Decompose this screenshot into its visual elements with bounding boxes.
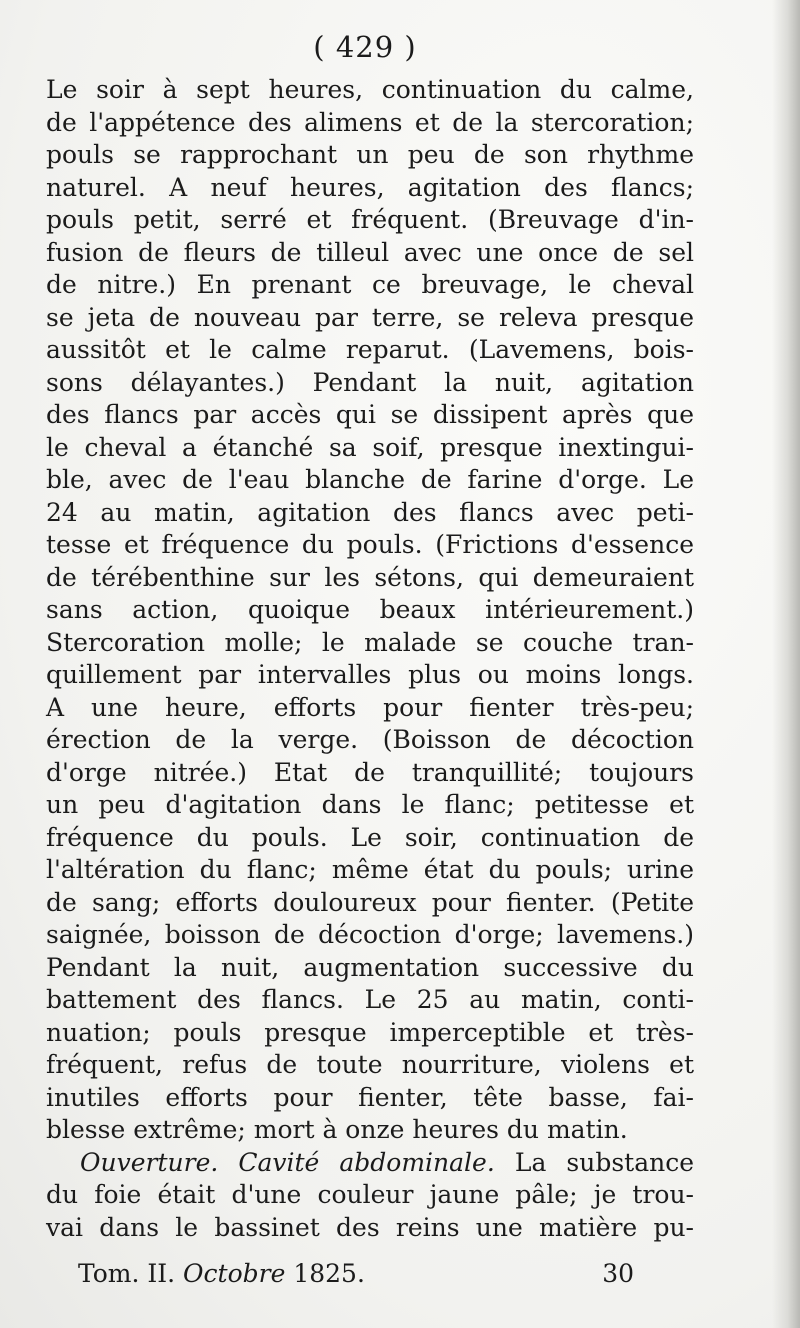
- text-line: du foie était d'une couleur jaune pâle; je trou-: [46, 1180, 694, 1209]
- text-line: pouls petit, serré et fréquent. (Breuvage d'in-: [46, 205, 694, 234]
- text-line: quillement par intervalles plus ou moins longs.: [46, 660, 694, 689]
- text-line: des flancs par accès qui se dissipent après que: [46, 400, 694, 429]
- text-line: battement des flancs. Le 25 au matin, conti-: [46, 985, 694, 1014]
- text-line: Le soir à sept heures, continuation du calme,: [46, 75, 694, 104]
- text-line: érection de la verge. (Boisson de décoction: [46, 725, 694, 754]
- text-line: de l'appétence des alimens et de la stercoration;: [46, 107, 694, 137]
- text-line: saignée, boisson de décoction d'orge; lavemens.): [46, 920, 694, 949]
- page-edge-shadow: [772, 0, 800, 1328]
- text-line: d'orge nitrée.) Etat de tranquillité; toujours: [46, 757, 694, 787]
- text-line: fréquence du pouls. Le soir, continuation de: [46, 822, 694, 852]
- text-line: naturel. A neuf heures, agitation des flancs;: [46, 172, 694, 202]
- section-label: Ouverture. Cavité abdominale.: [80, 1147, 495, 1177]
- text-line: sans action, quoique beaux intérieurement.): [46, 595, 694, 624]
- section-first-line: [46, 1147, 694, 1180]
- page-footer: [78, 1258, 634, 1290]
- text-line: un peu d'agitation dans le flanc; petitesse et: [46, 790, 694, 819]
- text-line: blesse extrême; mort à onze heures du matin.: [46, 1115, 628, 1144]
- text-line: inutiles efforts pour fienter, tête basse, fai-: [46, 1082, 694, 1112]
- text-line: fusion de fleurs de tilleul avec une once de sel: [46, 237, 694, 267]
- text-line: pouls se rapprochant un peu de son rhythme: [46, 140, 694, 169]
- text-line: A une heure, efforts pour fienter très-peu;: [46, 692, 694, 722]
- text-line: tesse et fréquence du pouls. (Frictions d'essence: [46, 530, 694, 559]
- text-line: Stercoration molle; le malade se couche tran-: [46, 627, 694, 657]
- body-text: [46, 74, 694, 1244]
- text-line: vai dans le bassinet des reins une matière pu-: [46, 1212, 694, 1242]
- text-line: 24 au matin, agitation des flancs avec peti-: [46, 497, 694, 527]
- text-line: aussitôt et le calme reparut. (Lavemens, bois-: [46, 335, 694, 364]
- text-line: Pendant la nuit, augmentation successive du: [46, 952, 694, 982]
- footer-volume-date: [78, 1258, 365, 1290]
- text-line: sons délayantes.) Pendant la nuit, agitation: [46, 367, 694, 397]
- text-line: l'altération du flanc; même état du pouls; urine: [46, 855, 694, 884]
- text-line: ble, avec de l'eau blanche de farine d'orge. Le: [46, 465, 694, 494]
- text-line: de térébenthine sur les sétons, qui demeuraient: [46, 562, 694, 592]
- text-line: fréquent, refus de toute nourriture, violens et: [46, 1050, 694, 1079]
- section-first-line-text: La substance: [494, 1147, 694, 1177]
- text-line: le cheval a étanché sa soif, presque inextingui-: [46, 432, 694, 462]
- text-line: de sang; efforts douloureux pour fienter. (Petite: [46, 887, 694, 917]
- page-number: ( 429 ): [313, 30, 417, 64]
- text-line: de nitre.) En prenant ce breuvage, le cheval: [46, 270, 694, 299]
- footer-year: 1825.: [285, 1259, 365, 1288]
- footer-month: Octobre: [183, 1259, 286, 1288]
- text-line: nuation; pouls presque imperceptible et très-: [46, 1017, 694, 1047]
- text-line: se jeta de nouveau par terre, se releva presque: [46, 302, 694, 332]
- footer-signature-mark: 30: [602, 1259, 634, 1288]
- footer-volume: Tom. II.: [78, 1259, 184, 1288]
